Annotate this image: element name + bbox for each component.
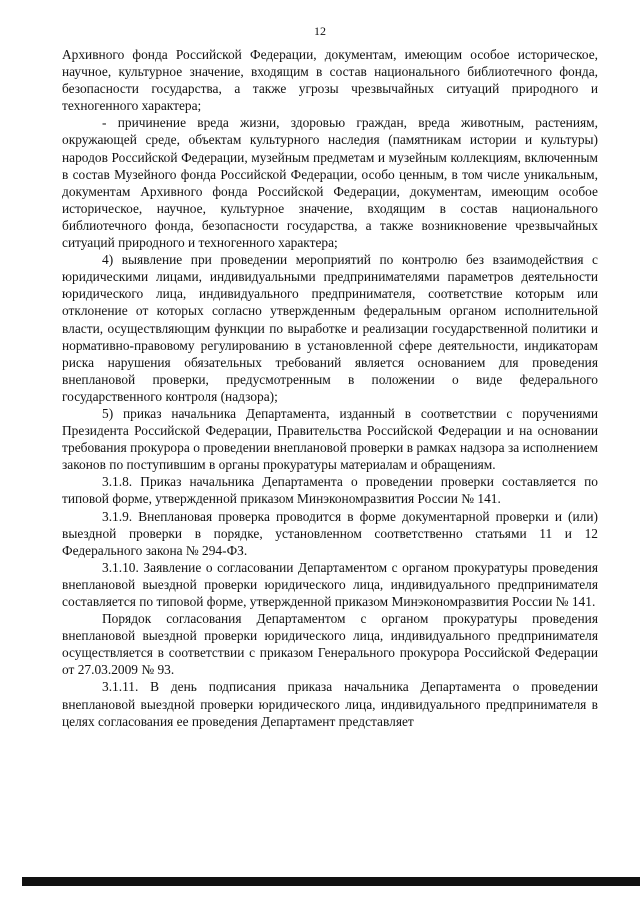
document-body [62, 46, 598, 730]
scan-edge-bar [22, 877, 640, 886]
paragraph-approval-procedure: Порядок согласования Департаментом с органом прокуратуры проведения внеплановой выездной проверки юридического лица, индивидуального предпринимателя осуществляется в соответствии с приказом Генерального прокурора Российской Федерации от 27.03.2009 № 93. [62, 611, 598, 678]
paragraph-archive-fund: Архивного фонда Российской Федерации, документам, имеющим особое историческое, научное, культурное значение, входящим в состав национального библиотечного фонда, безопасности государства, а также угрозы чрезвычайных ситуаций природного и техногенного характера; [62, 47, 598, 114]
paragraph-3-1-8: 3.1.8. Приказ начальника Департамента о проведении проверки составляется по типовой форме, утвержденной приказом Минэкономразвития России № 141. [62, 474, 598, 507]
paragraph-item-5: 5) приказ начальника Департамента, изданный в соответствии с поручениями Президента Российской Федерации, Правительства Российской Федерации и на основании требования прокурора о проведении внеплановой проверки в рамках надзора за исполнением законов по поступившим в органы прокуратуры материалам и обращениям. [62, 405, 598, 473]
paragraph-3-1-10: 3.1.10. Заявление о согласовании Департаментом с органом прокуратуры проведения внеплановой выездной проверки юридического лица, индивидуального предпринимателя составляется по типовой форме, утвержденной приказом Минэкономразвития России № 141. [62, 559, 598, 609]
paragraph-3-1-9: 3.1.9. Внеплановая проверка проводится в форме документарной проверки и (или) выездной проверки в порядке, установленном соответственно статьями 11 и 12 Федерального закона № 294-ФЗ. [62, 508, 598, 558]
paragraph-item-4: 4) выявление при проведении мероприятий по контролю без взаимодействия с юридическими лицами, индивидуальными предпринимателями параметров деятельности юридического лица, индивидуального предпринимателя, соответствие которым или отклонение от которых согласно утвержденным федеральным органом исполнительной власти, осуществляющим функции по выработке и реализации государственной политики и нормативно-правовому регулированию в установленной сфере деятельности, индикаторам риска нарушения обязательных требований является основанием для проведения внеплановой проверки, предусмотренным в положении о виде федерального государственного контроля (надзора); [62, 252, 598, 404]
paragraph-3-1-11: 3.1.11. В день подписания приказа начальника Департамента о проведении внеплановой выездной проверки юридического лица, индивидуального предпринимателя в целях согласования ее проведения Департамент представляет [62, 679, 598, 729]
paragraph-harm-to-life: - причинение вреда жизни, здоровью граждан, вреда животным, растениям, окружающей среде, объектам культурного наследия (памятникам истории и культуры) народов Российской Федерации, музейным предметам и музейным коллекциям, включенным в состав Музейного фонда Российской Федерации, особо ценным, в том числе уникальным, документам Архивного фонда Российской Федерации, документам, имеющим особое историческое, научное, культурное значение, входящим в состав национального библиотечного фонда, безопасности государства, а также возникновение чрезвычайных ситуаций природного и техногенного характера; [62, 115, 598, 251]
page-number: 12 [314, 24, 326, 38]
